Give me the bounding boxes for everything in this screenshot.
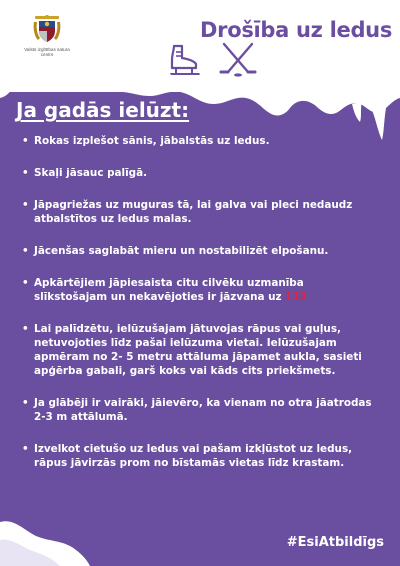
page-title: Drošība uz ledus: [200, 18, 393, 42]
list-item: • Skaļi jāsauc palīgā.: [22, 166, 374, 180]
crossed-hockey-sticks-icon: [218, 42, 258, 78]
list-item: • Apkārtējiem jāpiesaista citu cilvēku uzmanība slīkstošajam un nekavējoties ir jāzvana uz 112: [22, 276, 374, 304]
list-item: • Lai palīdzētu, ielūzušajam jātuvojas rāpus vai guļus, netuvojoties līdz pašai ielūzuma vietai. Ielūzušajam apmēram no 2- 5 metru attāluma jāpamet aukla, sasieti apģērba gabali, garš koks vai kāds cits priekšmets.: [22, 322, 374, 378]
list-item: • Jāpagriežas uz muguras tā, lai galva vai pleci nedaudz atbalstītos uz ledus malas.: [22, 198, 374, 226]
coat-of-arms-icon: [32, 14, 62, 44]
ice-floe-bottom-left-decoration: [0, 500, 90, 566]
safety-steps-list: [22, 134, 374, 470]
emergency-number: 112: [285, 291, 307, 303]
list-item: • Ja glābēji ir vairāki, jāievēro, ka vienam no otra jāatrodas 2-3 m attālumā.: [22, 396, 374, 424]
hashtag: #EsiAtbildīgs: [286, 535, 384, 550]
list-item: • Izvelkot cietušo uz ledus vai pašam izkļūstot uz ledus, rāpus jāvirzās prom no bīstamās vietas līdz krastam.: [22, 442, 374, 470]
coat-of-arms-logo: [22, 14, 72, 58]
header: [0, 0, 400, 92]
list-item: • Rokas izplešot sānis, jābalstās uz ledus.: [22, 134, 374, 148]
ice-skate-icon: [168, 44, 202, 78]
list-item: • Jācenšas saglabāt mieru un nostabilizēt elpošanu.: [22, 244, 374, 258]
section-heading: Ja gadās ielūzt:: [16, 98, 190, 122]
logo-org-name: Valsts izglītības satura centrs: [24, 47, 70, 58]
